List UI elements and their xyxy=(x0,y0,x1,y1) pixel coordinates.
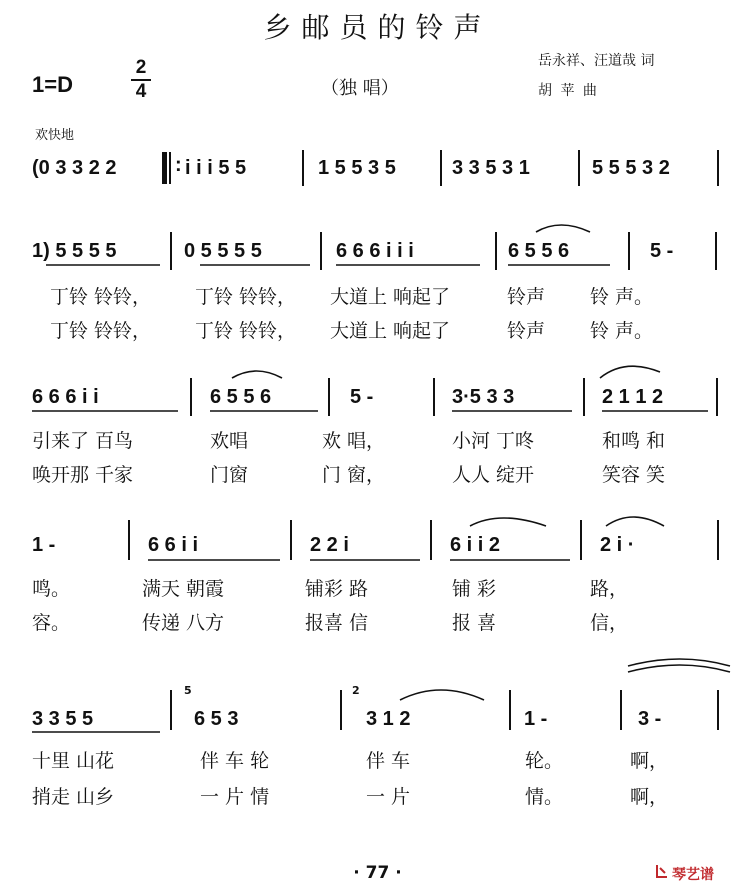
composer-credit: 胡 苹 曲 xyxy=(538,83,599,99)
lyric: 满天 朝霞 xyxy=(142,578,225,600)
lyric: 铃声 xyxy=(507,286,546,308)
measure: 6 i i 2 xyxy=(450,534,501,556)
lyric: 路， xyxy=(590,578,629,600)
lyric: 伴 车 轮 xyxy=(200,750,270,772)
lyric: 啊， xyxy=(630,786,669,808)
measure: 6 5 5 6 xyxy=(210,386,272,408)
lyric: 传递 八方 xyxy=(142,612,225,634)
measure: 6 5 3 xyxy=(194,708,239,730)
time-signature-top: 2 xyxy=(135,57,147,78)
lyric: 引来了 百鸟 xyxy=(32,430,134,452)
measure: 2 2 i xyxy=(310,534,349,556)
lyric: 铃声 xyxy=(507,320,546,342)
measure: 3 3 5 5 xyxy=(32,708,94,730)
lyric: 鸣。 xyxy=(32,578,71,600)
tempo-marking: 欢快地 xyxy=(35,128,75,143)
lyric: 丁铃 铃铃， xyxy=(50,286,152,308)
lyric: 笑容 笑 xyxy=(602,464,666,486)
measure: 6 5 5 6 xyxy=(508,240,570,262)
measure: 6 6 6 i i i xyxy=(336,240,414,262)
lyric: 轮。 xyxy=(525,750,564,772)
measure: 1 5 5 3 5 xyxy=(318,157,396,179)
lyric: 和鸣 和 xyxy=(602,430,666,452)
measure: 0 5 5 5 5 xyxy=(184,240,262,262)
lyricist-credit: 岳永祥、汪道哉 词 xyxy=(538,53,655,69)
lyric: 丁铃 铃铃， xyxy=(195,320,297,342)
lyric: 铃 声。 xyxy=(590,320,654,342)
grace-note: 5 xyxy=(184,684,192,697)
lyric: 一 片 xyxy=(366,786,411,808)
lyric: 门 窗， xyxy=(322,464,386,486)
measure: 5 5 5 3 2 xyxy=(592,157,670,179)
lyric: 丁铃 铃铃， xyxy=(195,286,297,308)
lyric: 丁铃 铃铃， xyxy=(50,320,152,342)
measure: 3 1 2 xyxy=(366,708,411,730)
lyric: 信， xyxy=(590,612,629,634)
measure: i i i 5 5 xyxy=(185,157,247,179)
measure: (0 3 3 2 2 xyxy=(32,157,117,179)
watermark-text: 琴艺谱 xyxy=(672,867,714,883)
measure: 6 6 i i xyxy=(148,534,199,556)
measure: 2 i · xyxy=(600,534,635,556)
lyric: 欢唱 xyxy=(210,430,249,452)
lyric: 铃 声。 xyxy=(590,286,654,308)
performance-type: （独 唱） xyxy=(321,78,399,99)
time-signature-bottom: 4 xyxy=(135,81,147,102)
measure: 3 3 5 3 1 xyxy=(452,157,530,179)
lyric: 十里 山花 xyxy=(32,750,115,772)
grace-note: 2 xyxy=(352,684,360,697)
lyric: 捎走 山乡 xyxy=(32,786,115,808)
lyric: 报喜 信 xyxy=(305,612,369,634)
watermark-logo-icon xyxy=(655,864,669,879)
lyric: 铺彩 路 xyxy=(305,578,369,600)
measure: 2 1 1 2 xyxy=(602,386,664,408)
lyric: 容。 xyxy=(32,612,71,634)
lyric: 情。 xyxy=(525,786,564,808)
song-title: 乡邮员的铃声 xyxy=(263,11,492,44)
lyric: 欢 唱， xyxy=(322,430,386,452)
lyric: 啊， xyxy=(630,750,669,772)
lyric: 一 片 情 xyxy=(200,786,270,808)
lyric: 门窗 xyxy=(210,464,249,486)
measure: 3·5 3 3 xyxy=(452,386,515,408)
lyric: 大道上 响起了 xyxy=(330,320,451,342)
lyric: 报 喜 xyxy=(452,612,497,634)
lyric: 小河 丁咚 xyxy=(452,430,535,452)
measure: 1 - xyxy=(524,708,548,730)
measure: 1) 5 5 5 5 xyxy=(32,240,117,262)
measure: 3 - xyxy=(638,708,662,730)
lyric: 大道上 响起了 xyxy=(330,286,451,308)
measure: 1 - xyxy=(32,534,56,556)
lyric: 铺 彩 xyxy=(452,578,497,600)
lyric: 伴 车 xyxy=(366,750,411,772)
lyric: 唤开那 千家 xyxy=(32,464,134,486)
measure: 5 - xyxy=(650,240,674,262)
key-signature: 1=D xyxy=(32,72,73,97)
lyric: 人人 绽开 xyxy=(452,464,535,486)
measure: 6 6 6 i i xyxy=(32,386,99,408)
measure: 5 - xyxy=(350,386,374,408)
page-number: · 77 · xyxy=(353,863,402,883)
